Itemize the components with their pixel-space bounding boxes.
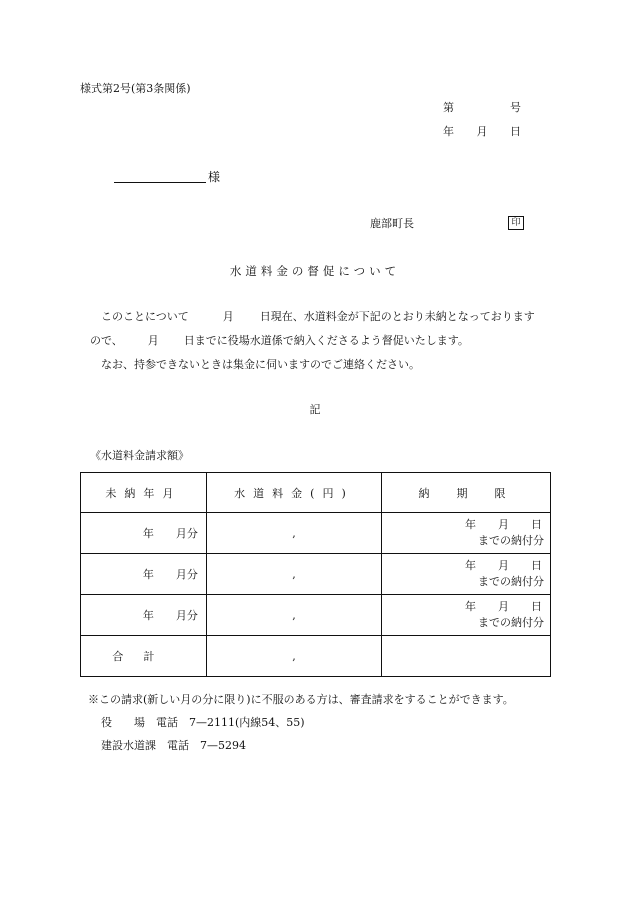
header-water-fee: 水道料金(円)	[206, 473, 381, 513]
total-amount-cell[interactable]	[206, 636, 381, 677]
unpaid-month-cell[interactable]	[81, 595, 207, 636]
billing-table	[80, 472, 551, 677]
row-month: 月分	[175, 527, 198, 540]
amount-cell[interactable]	[206, 554, 381, 595]
due-year: 年	[465, 559, 476, 572]
amount-separator: ,	[292, 526, 296, 540]
due-suffix: までの納付分	[478, 616, 544, 629]
row-month: 月分	[175, 568, 198, 581]
due-day: 日	[531, 559, 542, 572]
table-total-row	[81, 636, 551, 677]
due-month: 月	[498, 518, 509, 531]
seal-mark: 印	[508, 216, 524, 230]
due-suffix: までの納付分	[478, 534, 544, 547]
row-year: 年	[142, 609, 154, 622]
due-year: 年	[465, 518, 476, 531]
due-date-cell[interactable]	[382, 554, 551, 595]
header-unpaid-month: 未納年月	[81, 473, 207, 513]
body-line-1-part-c: 日現在、水道料金が下記のとおり未納となっております	[259, 310, 535, 323]
body-line-2-month: 月	[147, 334, 159, 347]
body-line-2	[90, 335, 469, 346]
due-date-cell[interactable]	[382, 595, 551, 636]
document-date	[443, 126, 521, 137]
amount-cell[interactable]	[206, 513, 381, 554]
table-header-row	[81, 473, 551, 513]
due-day: 日	[531, 518, 542, 531]
document-number	[443, 102, 521, 113]
table-row	[81, 513, 551, 554]
ki-heading: 記	[309, 403, 321, 416]
body-line-3: なお、持参できないときは集金に伺いますのでご連絡ください。	[101, 358, 420, 371]
date-day: 日	[510, 125, 521, 138]
body-line-1-part-a: このことについて	[101, 310, 189, 323]
appeal-note: ※この請求(新しい月の分に限り)に不服のある方は、審査請求をすることができます。	[88, 693, 514, 706]
amount-cell[interactable]	[206, 595, 381, 636]
recipient-name-line[interactable]	[114, 182, 206, 183]
table-row	[81, 595, 551, 636]
total-empty-cell	[382, 636, 551, 677]
header-due-date: 納 期 限	[382, 473, 551, 513]
date-month: 月	[476, 125, 488, 138]
row-year: 年	[142, 527, 154, 540]
body-line-2-part-a: ので、	[90, 334, 123, 347]
body-line-1	[101, 311, 535, 322]
form-number: 様式第2号(第3条関係)	[80, 82, 191, 95]
total-amount-separator: ,	[292, 649, 296, 663]
amount-separator: ,	[292, 608, 296, 622]
contact-water-division: 建設水道課 電話 7—5294	[101, 739, 246, 752]
unpaid-month-cell[interactable]	[81, 554, 207, 595]
body-line-1-month: 月	[222, 310, 234, 323]
doc-number-prefix: 第	[443, 101, 454, 114]
row-year: 年	[142, 568, 154, 581]
date-year: 年	[443, 125, 454, 138]
table-row	[81, 554, 551, 595]
amount-separator: ,	[292, 567, 296, 581]
due-month: 月	[498, 559, 509, 572]
due-month: 月	[498, 600, 509, 613]
recipient-honorific: 様	[208, 170, 221, 184]
document-title: 水道料金の督促について	[229, 264, 401, 278]
table-caption: 《水道料金請求額》	[90, 449, 189, 462]
due-suffix: までの納付分	[478, 575, 544, 588]
due-date-cell[interactable]	[382, 513, 551, 554]
issuer-name: 鹿部町長	[370, 217, 414, 230]
due-year: 年	[465, 600, 476, 613]
body-line-2-part-c: 日までに役場水道係で納入くださるよう督促いたします。	[183, 334, 469, 347]
due-day: 日	[531, 600, 542, 613]
total-label: 合計	[81, 636, 207, 677]
doc-number-suffix: 号	[510, 101, 521, 114]
unpaid-month-cell[interactable]	[81, 513, 207, 554]
contact-town-office: 役 場 電話 7—2111(内線54、55)	[101, 716, 305, 729]
row-month: 月分	[175, 609, 198, 622]
